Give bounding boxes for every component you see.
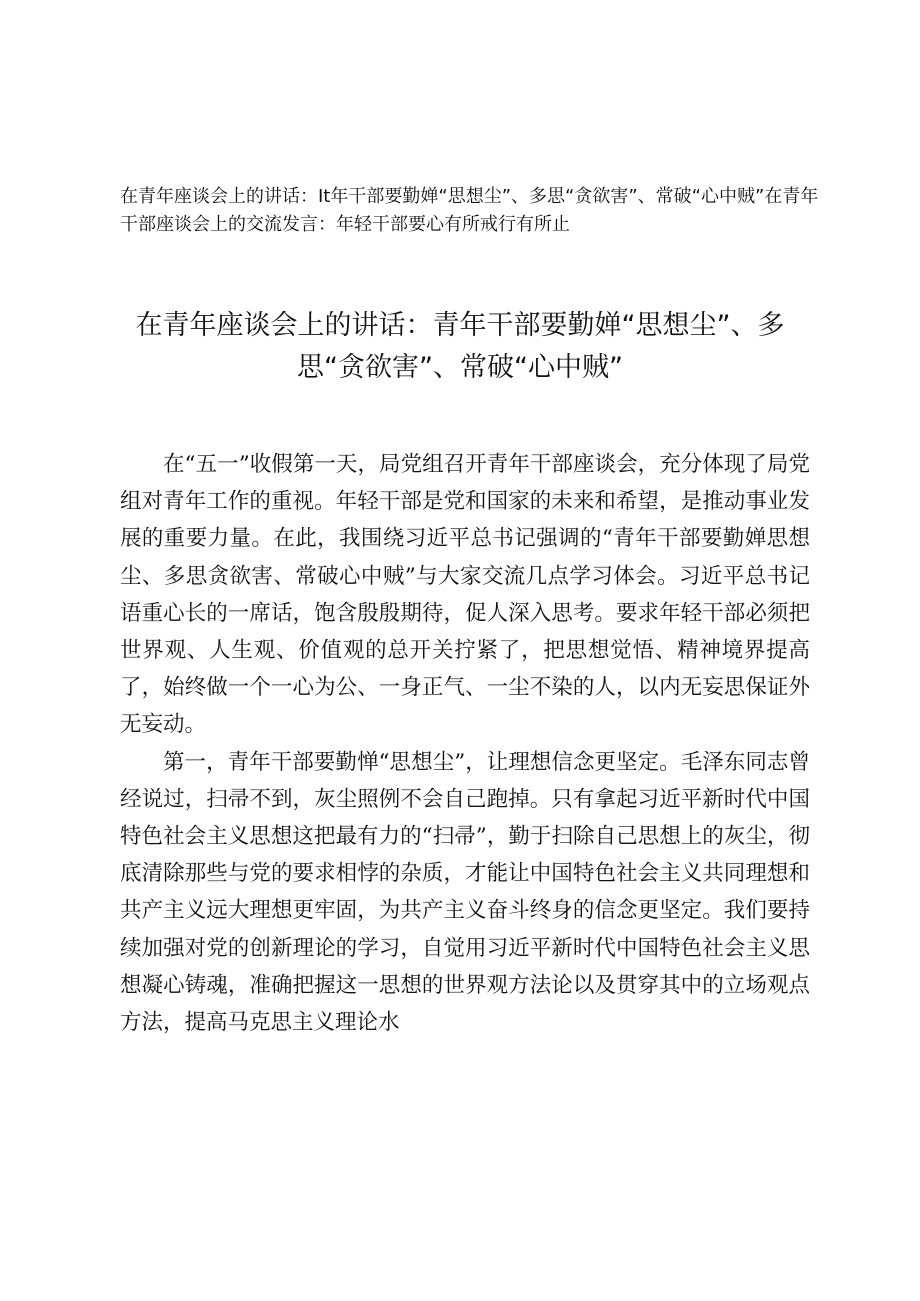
paragraph-intro: 在“五一”收假第一天，局党组召开青年干部座谈会，充分体现了局党组对青年工作的重视。年轻干部是党和国家的未来和希望，是推动事业发展的重要力量。在此，我围绕习近平总书记强调的“青年干部要勤婵思想尘、多思贪欲害、常破心中贼”与大家交流几点学习体会。习近平总书记语重心长的一席话，饱含殷殷期待，促人深入思考。要求年轻干部必须把世界观、人生观、价值观的总开关拧紧了，把思想觉悟、精神境界提高了，始终做一个一心为公、一身正气、一尘不染的人，以内无妄思保证外无妄动。 (120, 452, 810, 738)
document-header-title: 在青年座谈会上的讲话：It年干部要勤婵“思想尘”、多思“贪欲害”、常破“心中贼”在青年干部座谈会上的交流发言：年轻干部要心有所戒行有所止 (120, 186, 819, 235)
speech-title: 在青年座谈会上的讲话：青年干部要勤婵“思想尘”、多思“贪欲害”、常破“心中贼” (135, 310, 785, 383)
paragraph-first-point: 第一，青年干部要勤惮“思想尘”，让理想信念更坚定。毛泽东同志曾经说过，扫帚不到，灰尘照例不会自己跑掉。只有拿起习近平新时代中国特色社会主义思想这把最有力的“扫帚”，勤于扫除自己思想上的灰尘，彻底清除那些与党的要求相悖的杂质，才能让中国特色社会主义共同理想和共产主义远大理想更牢固，为共产主义奋斗终身的信念更坚定。我们要持续加强对党的创新理论的学习，自觉用习近平新时代中国特色社会主义思想凝心铸魂，准确把握这一思想的世界观方法论以及贯穿其中的立场观点方法，提高马克思主义理论水 (120, 749, 810, 1036)
document-body (120, 446, 810, 1041)
